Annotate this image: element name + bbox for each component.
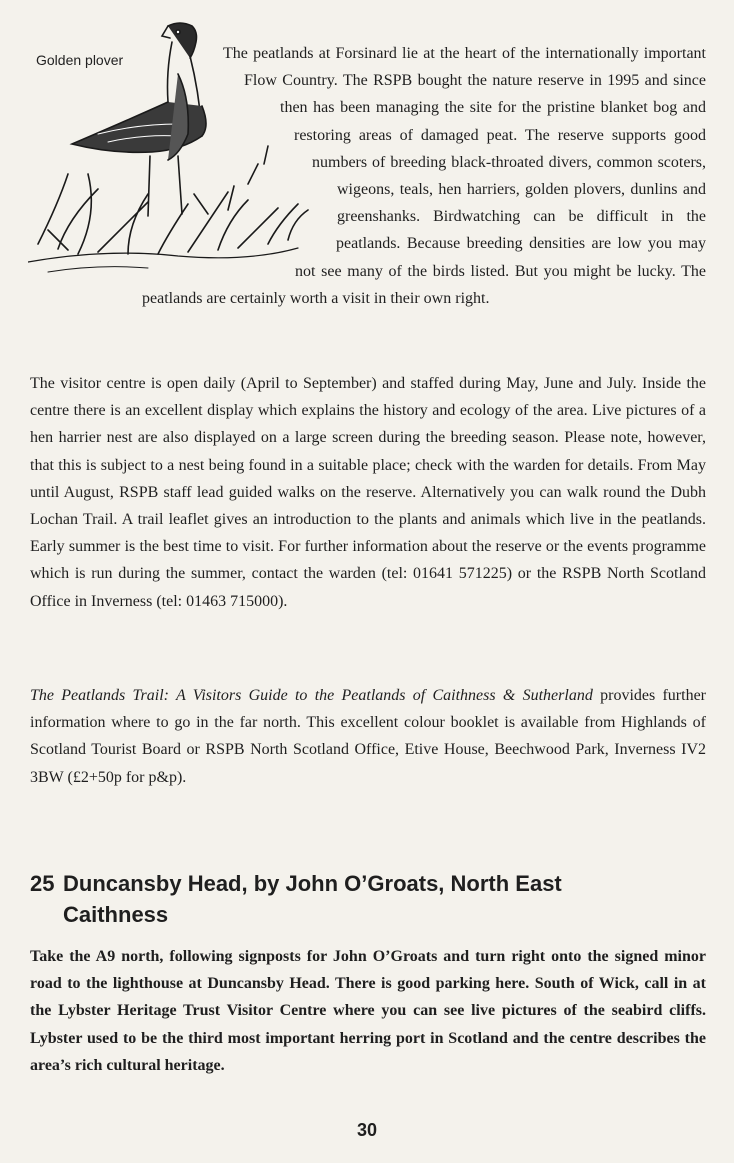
trail-paragraph xyxy=(30,682,706,791)
visitor-centre-paragraph: The visitor centre is open daily (April to September) and staffed during May, June and July. Inside the centre there is an excellent display which explains the history and ecology of the area. Live pictures of a hen harrier nest are also displayed on a large screen during the breeding season. Please note, however, that this is subject to a nest being found in a suitable place; check with the warden for details. From May until August, RSPB staff lead guided walks on the reserve. Alternatively you can walk round the Dubh Lochan Trail. A trail leaflet gives an introduction to the plants and animals which live in the peatlands. Early summer is the best time to visit. For further information about the reserve or the events programme which is run during the summer, contact the warden (tel: 01641 571225) or the RSPB North Scotland Office in Inverness (tel: 01463 715000). xyxy=(30,375,706,610)
illustration-caption: Golden plover xyxy=(36,52,124,68)
section-title-line1: Duncansby Head, by John O’Groats, North East xyxy=(63,871,562,896)
intro-paragraph xyxy=(30,40,706,312)
trail-book-title: The Peatlands Trail: A Visitors Guide to the Peatlands of Caithness & Sutherland xyxy=(30,687,593,704)
trail-paragraph-text: provides further information where to go in the far north. This excellent colour booklet is available from Highlands of Scotland Tourist Board or RSPB North Scotland Office, Etive House, Beechwood Park, Inverness IV2 3BW (£2+50p for p&p). xyxy=(30,687,707,786)
intro-text: The peatlands at Forsinard lie at the heart of the internationally important Flow Country. The RSPB bought the nature reserve in 1995 and since then has been managing the site for the pristine blanket bog and restoring areas of damaged peat. The reserve supports good numbers of breeding black-throated divers, common scoters, wigeons, teals, hen harriers, golden plovers, dunlins and greenshanks. Birdwatching can be difficult in the peatlands. Because breeding densities are low you may not see many of the birds listed. But you might be lucky. The peatlands are certainly worth a visit in their own right. xyxy=(142,45,706,307)
section-heading xyxy=(30,868,706,930)
section-directions: Take the A9 north, following signposts for John O’Groats and turn right onto the signed minor road to the lighthouse at Duncansby Head. There is good parking here. South of Wick, call in at the Lybster Heritage Trust Visitor Centre where you can see live pictures of the seabird cliffs. Lybster used to be the third most important herring port in Scotland and the centre describes the area’s rich cultural heritage. xyxy=(30,948,706,1074)
section-title-line2: Caithness xyxy=(63,902,169,927)
section-number: 25 xyxy=(30,871,55,896)
page-number: 30 xyxy=(356,1120,378,1140)
